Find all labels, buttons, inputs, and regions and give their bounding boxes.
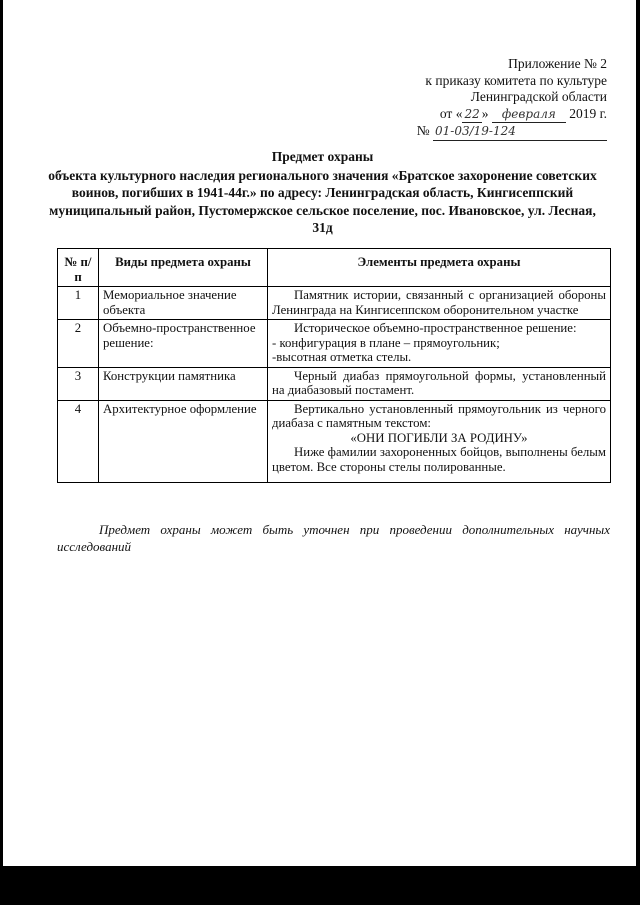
row-num: 4	[58, 400, 99, 483]
row-elements: Черный диабаз прямоугольной формы, установленный на диабазовый постамент.	[268, 367, 611, 400]
scan-edge-right	[636, 0, 640, 905]
row-type: Конструкции памятника	[99, 367, 268, 400]
row-num: 1	[58, 287, 99, 320]
order-number: № 01-03/19-124	[417, 123, 607, 141]
header-type: Виды предмета охраны	[99, 249, 268, 287]
handwritten-number: 01-03/19-124	[433, 123, 607, 141]
table-row	[58, 320, 611, 368]
table-header-row	[58, 249, 611, 287]
scan-bottom-band	[0, 866, 640, 905]
table-row	[58, 400, 611, 483]
row-elements: Вертикально установленный прямоугольник из черного диабаза с памятным текстом: «ОНИ ПОГИБЛИ ЗА РОДИНУ» Ниже фамилии захороненных бойцов, выполнены белым цветом. Все стороны стелы полированные.	[268, 400, 611, 483]
row-num: 2	[58, 320, 99, 368]
footnote: Предмет охраны может быть уточнен при проведении дополнительных научных исследований	[57, 522, 610, 554]
title-body: объекта культурного наследия регионального значения «Братское захоронение советских воинов, погибших в 1941-44г.» по адресу: Ленинградская область, Кингисеппский муниципальный район, Пустомержское сельское поселение, пос. Ивановское, ул. Лесная, 31д	[48, 168, 597, 235]
appendix-number: Приложение № 2	[508, 56, 607, 71]
document-title	[40, 148, 605, 236]
handwritten-day: 22	[462, 106, 481, 124]
row-num: 3	[58, 367, 99, 400]
header-elements: Элементы предмета охраны	[268, 249, 611, 287]
row-elements: Памятник истории, связанный с организацией обороны Ленинграда на Кингисеппском оборонительном участке	[268, 287, 611, 320]
row-type: Мемориальное значение объекта	[99, 287, 268, 320]
row-elements: Историческое объемно-пространственное решение: - конфигурация в плане – прямоугольник; -высотная отметка стелы.	[268, 320, 611, 368]
handwritten-month: февраля	[492, 106, 566, 124]
header-num: № п/п	[58, 249, 99, 287]
appendix-region: Ленинградской области	[470, 89, 607, 104]
table-row	[58, 367, 611, 400]
scan-edge-left	[0, 0, 3, 905]
row-type: Архитектурное оформление	[99, 400, 268, 483]
table-row	[58, 287, 611, 320]
row-type: Объемно-пространственное решение:	[99, 320, 268, 368]
title-heading: Предмет охраны	[271, 149, 374, 164]
protection-table	[57, 248, 611, 483]
appendix-header	[417, 56, 607, 141]
order-date: от « 22 » февраля 2019 г.	[417, 106, 607, 124]
appendix-order-ref: к приказу комитета по культуре	[425, 72, 607, 88]
